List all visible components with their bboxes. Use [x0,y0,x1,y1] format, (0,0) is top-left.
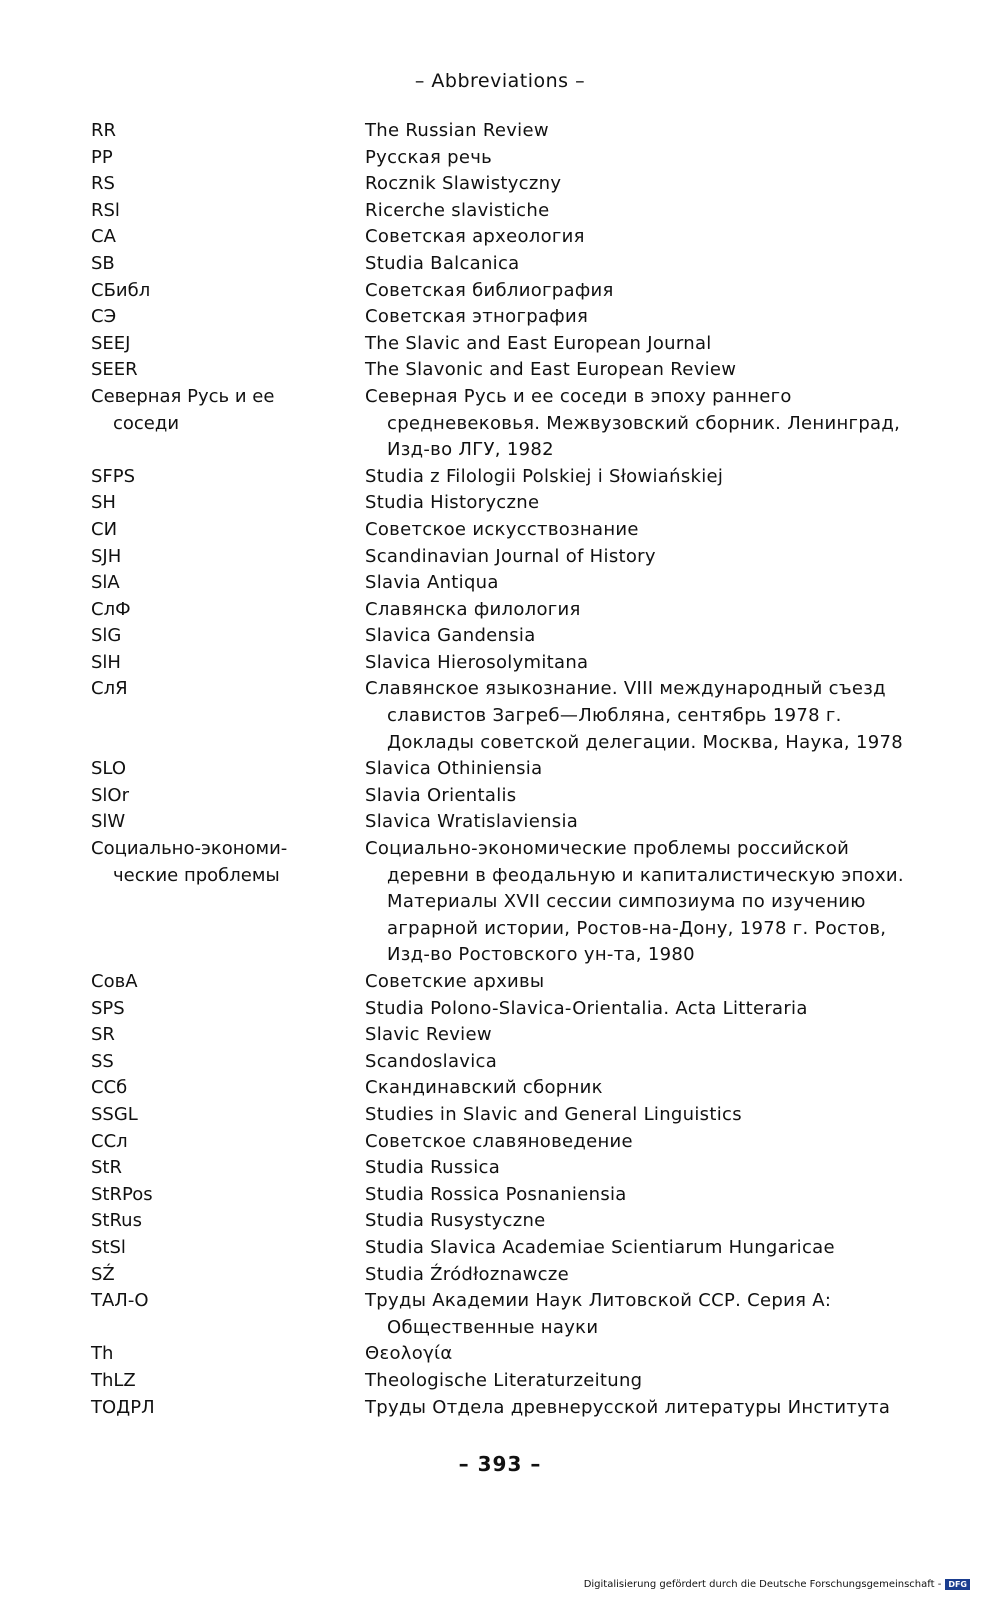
abbreviation-term [90,544,365,571]
abbreviation-expansion: Studia Polono-Slavica-Orientalia. Acta Litteraria [365,997,808,1019]
abbreviation-entry [90,544,920,571]
abbreviation-term [90,1129,365,1156]
abbreviation-term [90,1182,365,1209]
abbreviation-expansion: Slavica Wratislaviensia [365,811,579,833]
abbreviation-term [90,464,365,491]
abbreviation-expansion: Rocznik Slawistyczny [365,173,562,195]
abbreviation-term-text: Th [91,1343,114,1365]
abbreviation-term-text: СлФ [91,598,131,620]
abbreviation-term [90,357,365,384]
abbreviation-entry [90,1075,920,1102]
abbreviation-entry [90,756,920,783]
abbreviation-entry [90,570,920,597]
abbreviation-term [90,1155,365,1182]
abbreviation-entry [90,1262,920,1289]
abbreviation-entry [90,996,920,1023]
abbreviation-entry [90,969,920,996]
abbreviation-entry [90,278,920,305]
abbreviation-term [90,490,365,517]
abbreviation-term-text: Северная Русь и ее [91,385,275,407]
abbreviation-expansion: Русская речь [365,146,493,168]
abbreviation-entry [90,650,920,677]
page-header: – Abbreviations – [414,70,586,92]
abbreviation-term-text: StRPos [91,1183,153,1205]
abbreviation-expansion: Studia Historyczne [365,492,540,514]
abbreviation-expansion: Советское искусствознание [365,518,639,540]
abbreviation-term [90,809,365,836]
abbreviation-term [90,1049,365,1076]
abbreviation-expansion: Социально-экономические проблемы российской деревни в феодальную и капиталистическую эпохи. Материалы XVII сессии симпозиума по изучению аграрной истории, Ростов-на-Дону, 1978 г. Ростов, Изд-во Ростовского ун-та, 1980 [365,838,904,966]
abbreviation-term-text: СБибл [91,279,151,301]
abbreviation-term-text: SlW [91,811,126,833]
abbreviation-term-text: ССб [91,1077,128,1099]
abbreviation-term [90,1368,365,1395]
abbreviation-entry [90,1049,920,1076]
abbreviation-term-text: СЭ [91,306,117,328]
abbreviation-term-text: SlOr [91,784,129,806]
abbreviation-term-text: SH [91,492,116,514]
abbreviation-expansion: Slavia Orientalis [365,784,517,806]
abbreviation-term-continuation: ческие проблемы [113,864,280,886]
digitization-footer [584,1579,970,1590]
abbreviation-expansion: Славянское языкознание. VIII международный съезд славистов Загреб—Любляна, сентябрь 1978 г. Доклады советской делегации. Москва, Наука, 1978 [365,678,903,753]
abbreviation-entry [90,1368,920,1395]
abbreviation-expansion: Θεολογία [365,1343,453,1365]
abbreviation-term-text: Социально-экономи- [91,838,288,860]
abbreviation-entry [90,1208,920,1235]
abbreviation-term-text: SlA [91,572,120,594]
abbreviation-term [90,1208,365,1235]
abbreviation-term [90,1262,365,1289]
abbreviation-entry [90,384,920,464]
abbreviation-expansion: Studia Źródłoznawcze [365,1263,569,1285]
abbreviation-term [90,1102,365,1129]
abbreviation-term [90,304,365,331]
abbreviation-term-text: PP [91,146,113,168]
abbreviation-expansion: Труды Отдела древнерусской литературы Института [365,1396,891,1418]
abbreviation-term [90,783,365,810]
abbreviation-term-text: SS [91,1050,114,1072]
abbreviation-term [90,570,365,597]
abbreviation-expansion: Северная Русь и ее соседи в эпоху раннего средневековья. Межвузовский сборник. Ленинград, Изд-во ЛГУ, 1982 [365,385,901,461]
abbreviation-entry [90,1288,920,1341]
abbreviation-expansion: Studia z Filologii Polskiej i Słowiańskiej [365,465,724,487]
abbreviation-term-text: StR [91,1157,122,1179]
abbreviation-term-text: RR [91,120,117,141]
abbreviation-term-text: СлЯ [91,678,128,700]
abbreviation-term-text: SSGL [91,1103,138,1125]
abbreviation-expansion: Scandoslavica [365,1050,498,1072]
abbreviation-term [90,1341,365,1368]
abbreviation-term-text: ТОДРЛ [91,1396,155,1418]
page-number: – 393 – [458,1452,542,1476]
abbreviation-entry [90,783,920,810]
abbreviation-entry [90,809,920,836]
abbreviation-term-text: SŹ [91,1263,115,1285]
abbreviation-term-text: СИ [91,518,118,540]
abbreviation-expansion: The Russian Review [365,120,549,141]
abbreviation-term-text: SR [91,1024,115,1046]
abbreviation-entry [90,1022,920,1049]
abbreviation-term-text: SFPS [91,465,136,487]
abbreviation-term-text: StSl [91,1236,126,1258]
abbreviation-term [90,1235,365,1262]
abbreviation-term-continuation: соседи [113,412,180,434]
abbreviation-expansion: Slavica Othiniensia [365,758,543,780]
abbreviation-entry [90,357,920,384]
abbreviation-expansion: Труды Академии Наук Литовской ССР. Серия А: Общественные науки [365,1290,832,1338]
abbreviation-expansion: Советская археология [365,226,585,248]
abbreviation-entry [90,676,920,756]
abbreviation-expansion: Slavica Hierosolymitana [365,651,589,673]
abbreviation-expansion: Советская библиография [365,279,614,301]
abbreviation-expansion: Studies in Slavic and General Linguistics [365,1103,742,1125]
abbreviation-entry [90,623,920,650]
abbreviation-term-text: ТАЛ-О [91,1290,149,1312]
abbreviation-term [90,171,365,198]
abbreviation-expansion: Советское славяноведение [365,1130,633,1152]
abbreviation-term-text: StRus [91,1210,142,1232]
abbreviation-term [90,597,365,624]
abbreviation-entry [90,464,920,491]
abbreviation-entry [90,304,920,331]
abbreviation-term-text: SB [91,252,115,274]
abbreviation-term [90,517,365,544]
abbreviation-entry [90,145,920,172]
abbreviation-expansion: Slavia Antiqua [365,572,499,594]
abbreviation-entry [90,1341,920,1368]
abbreviation-term [90,623,365,650]
abbreviation-entry [90,331,920,358]
abbreviation-term-text: SlG [91,625,122,647]
abbreviation-entry [90,1155,920,1182]
abbreviation-term [90,224,365,251]
abbreviation-term-text: SEER [91,359,138,381]
abbreviation-entry [90,517,920,544]
abbreviation-expansion: Ricerche slavistiche [365,199,550,221]
abbreviation-expansion: Studia Balcanica [365,252,520,274]
abbreviation-entry [90,490,920,517]
abbreviation-term [90,650,365,677]
abbreviation-entry [90,1395,920,1422]
abbreviation-term [90,384,365,437]
abbreviation-term-text: СовА [91,971,138,992]
abbreviation-term [90,756,365,783]
footer-text: Digitalisierung gefördert durch die Deutsche Forschungsgemeinschaft - [583,1579,942,1590]
abbreviation-entry [90,597,920,624]
abbreviation-entry [90,198,920,225]
abbreviation-entry [90,1102,920,1129]
abbreviation-expansion: Studia Slavica Academiae Scientiarum Hungaricae [365,1236,835,1258]
abbreviation-expansion: Theologische Literaturzeitung [365,1369,643,1391]
abbreviation-term [90,278,365,305]
abbreviation-term [90,1075,365,1102]
abbreviation-expansion: Studia Rusystyczne [365,1210,546,1232]
abbreviation-term [90,1022,365,1049]
abbreviation-term [90,969,365,996]
abbreviation-expansion: Studia Rossica Posnaniensia [365,1183,627,1205]
abbreviation-term-text: ССл [91,1130,128,1152]
abbreviation-term [90,836,365,889]
abbreviation-expansion: The Slavonic and East European Review [365,359,737,381]
abbreviation-term [90,676,365,703]
abbreviation-term [90,1395,365,1422]
abbreviation-term-text: SJH [91,545,122,567]
abbreviation-expansion: Slavic Review [365,1024,492,1046]
abbreviation-term [90,1288,365,1315]
abbreviation-expansion: Советские архивы [365,971,545,992]
abbreviation-term [90,331,365,358]
abbreviation-expansion: Scandinavian Journal of History [365,545,656,567]
abbreviation-term [90,118,365,145]
abbreviation-expansion: Studia Russica [365,1157,501,1179]
abbreviation-list [90,118,920,1421]
abbreviation-entry [90,118,920,145]
abbreviation-term-text: RSl [91,199,120,221]
abbreviation-entry [90,1235,920,1262]
abbreviation-expansion: The Slavic and East European Journal [365,332,712,354]
abbreviation-entry [90,1129,920,1156]
abbreviation-entry [90,836,920,969]
abbreviation-term-text: SEEJ [91,332,131,354]
abbreviation-expansion: Советская этнография [365,306,589,328]
abbreviation-term-text: SLO [91,758,126,780]
dfg-logo: DFG [945,1579,970,1590]
abbreviation-term-text: SlH [91,651,121,673]
abbreviation-entry [90,224,920,251]
abbreviation-term-text: RS [91,173,115,195]
abbreviation-entry [90,251,920,278]
abbreviation-term-text: SPS [91,997,125,1019]
abbreviation-expansion: Slavica Gandensia [365,625,536,647]
abbreviation-term [90,145,365,172]
abbreviation-entry [90,1182,920,1209]
abbreviation-term-text: CA [91,226,116,248]
abbreviation-term [90,996,365,1023]
abbreviation-expansion: Славянска филология [365,598,581,620]
abbreviation-term [90,251,365,278]
abbreviation-term [90,198,365,225]
abbreviation-entry [90,171,920,198]
abbreviation-expansion: Скандинавский сборник [365,1077,603,1099]
abbreviation-term-text: ThLZ [91,1369,136,1391]
